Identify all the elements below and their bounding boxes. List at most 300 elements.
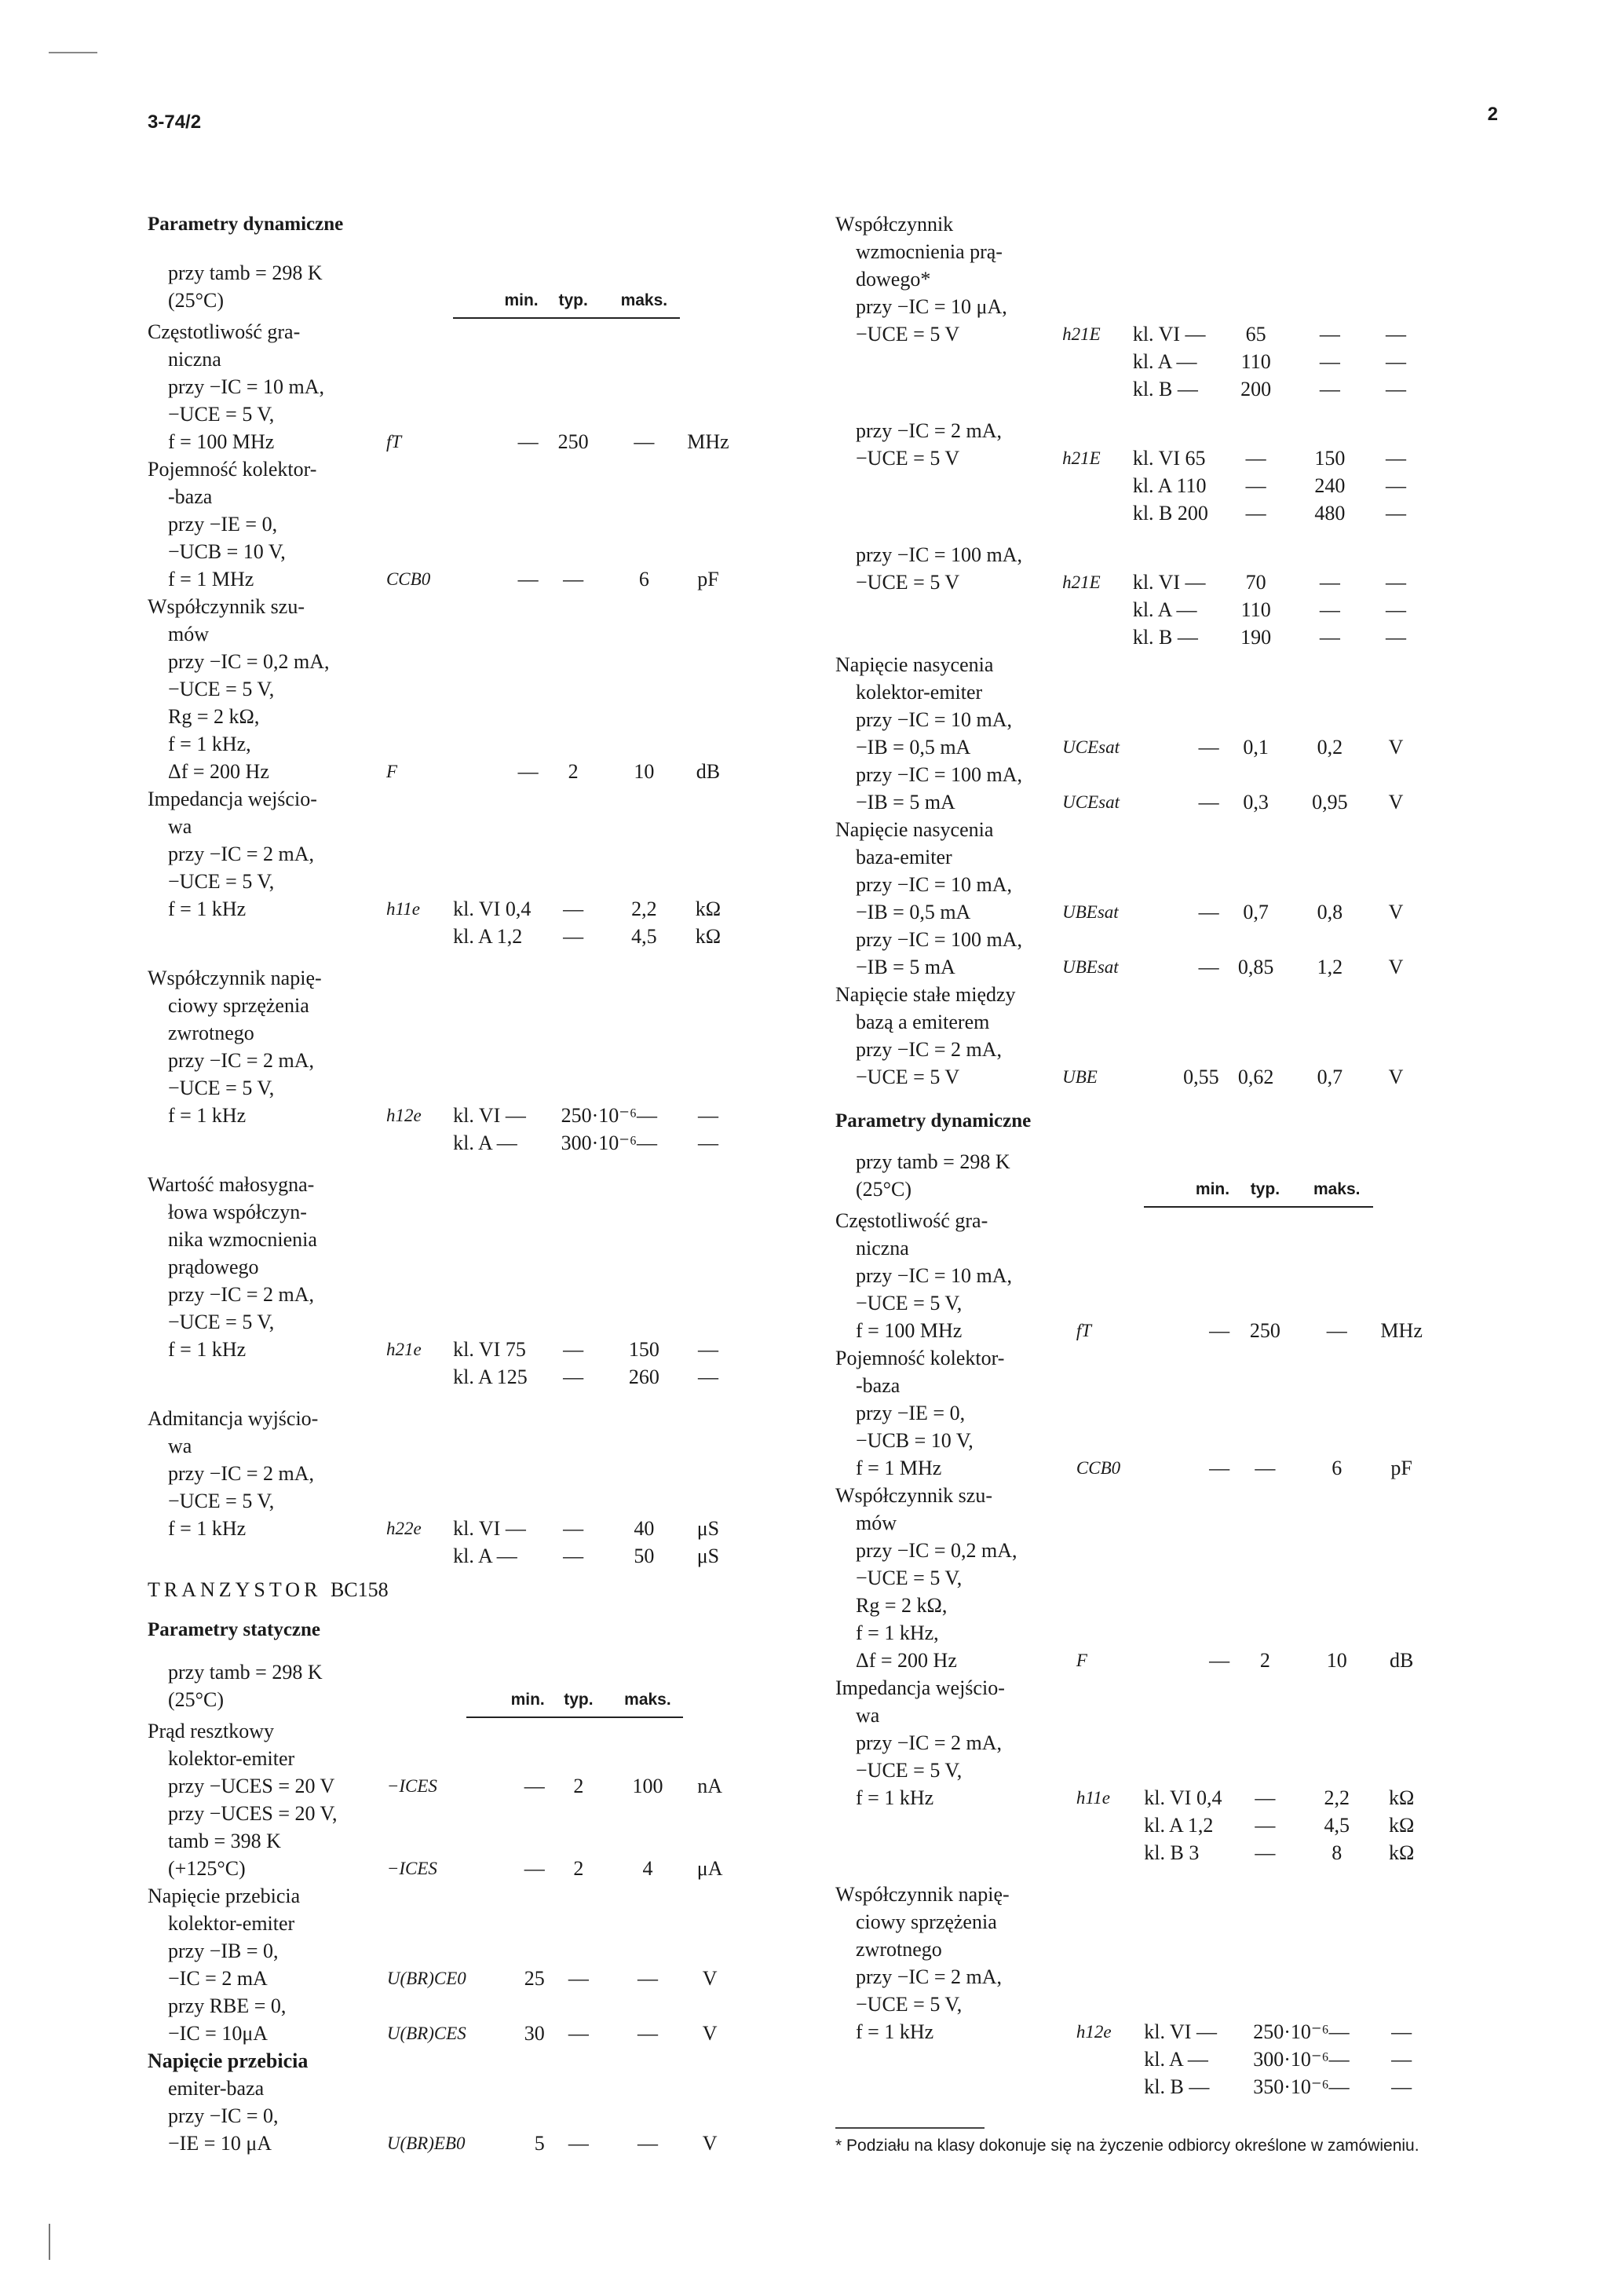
param-name: kolektor-emiter: [168, 1747, 295, 1770]
param-condition: Rg = 2 kΩ,: [168, 705, 260, 728]
section-heading: Parametry dynamiczne: [148, 214, 344, 235]
value-max: 240: [1314, 474, 1346, 497]
param-condition: (+125°C): [168, 1857, 246, 1880]
class-label: kl. VI 0,4: [1144, 1786, 1222, 1809]
param-symbol: h21E: [1062, 572, 1101, 592]
right-static-continued: [835, 210, 1479, 1091]
param-name: Współczynnik: [835, 213, 954, 236]
scan-edge-mark-bottom: [49, 2224, 50, 2260]
col-header-max: maks.: [612, 1686, 683, 1717]
value-max: 480: [1314, 502, 1346, 525]
param-name: Częstotliwość gra-: [835, 1209, 988, 1232]
param-condition: przy −IC = 2 mA,: [168, 1283, 315, 1306]
value-min: 5: [534, 2132, 545, 2155]
value-typ: 0,3: [1243, 791, 1269, 813]
value-max: —: [1319, 350, 1340, 373]
param-name: Pojemność kolektor-: [148, 458, 317, 481]
value-unit: μS: [696, 1517, 720, 1540]
param-condition: przy −IC = 100 mA,: [856, 543, 1023, 566]
param-condition: −UCE = 5 V,: [168, 403, 275, 426]
param-condition: f = 100 MHz: [856, 1319, 963, 1342]
value-unit: dB: [696, 760, 721, 783]
class-label: kl. VI —: [453, 1104, 526, 1127]
param-name: -baza: [168, 485, 213, 508]
footnote-divider: [835, 2127, 985, 2129]
value-min: —: [517, 430, 539, 453]
param-condition: −IC = 2 mA: [168, 1967, 268, 1990]
param-name: ciowy sprzężenia: [168, 994, 309, 1017]
condition: (25°C): [856, 1178, 912, 1201]
param-name: wzmocnienia prą-: [856, 240, 1003, 263]
class-label: kl. VI —: [1132, 323, 1206, 345]
param-symbol: CCB0: [1076, 1458, 1121, 1478]
param-symbol: fT: [1076, 1321, 1092, 1340]
param-condition: przy −IC = 100 mA,: [856, 763, 1023, 786]
param-name: Admitancja wyjścio-: [148, 1407, 319, 1430]
value-max: —: [637, 2132, 658, 2155]
class-label: kl. B 200: [1132, 502, 1208, 525]
param-condition: f = 1 kHz: [168, 1338, 247, 1361]
param-condition: przy −IC = 0,2 mA,: [168, 650, 330, 673]
value-unit: —: [697, 1366, 718, 1388]
param-condition: przy −UCES = 20 V: [168, 1775, 335, 1797]
param-name: niczna: [168, 348, 221, 371]
class-label: kl. VI —: [1132, 571, 1206, 594]
value-min: —: [1198, 956, 1219, 978]
value-unit: —: [1386, 502, 1407, 525]
value-unit: —: [1386, 378, 1407, 400]
value-unit: pF: [697, 568, 719, 590]
value-unit: nA: [697, 1775, 722, 1797]
value-min: —: [1209, 1649, 1230, 1672]
value-typ: 250: [557, 430, 589, 453]
param-name: Pojemność kolektor-: [835, 1347, 1005, 1369]
value-min: —: [1209, 1319, 1230, 1342]
value-unit: μA: [696, 1857, 723, 1880]
condition: przy tamb = 298 K: [168, 1661, 323, 1684]
value-typ: —: [568, 2132, 589, 2155]
param-condition: −UCE = 5 V,: [856, 1993, 963, 2016]
value-typ: —: [1245, 447, 1266, 470]
param-condition: tamb = 398 K: [168, 1830, 281, 1852]
class-label: kl. VI —: [1144, 2020, 1217, 2043]
class-label: kl. VI 75: [453, 1338, 526, 1361]
value-unit: —: [1386, 323, 1407, 345]
param-name: ciowy sprzężenia: [856, 1910, 997, 1933]
value-min: —: [517, 568, 539, 590]
param-condition: przy −IC = 0,2 mA,: [856, 1539, 1017, 1562]
class-label: kl. A 110: [1132, 474, 1207, 497]
value-typ: —: [563, 1338, 584, 1361]
class-label: kl. VI —: [453, 1517, 526, 1540]
param-name: kolektor-emiter: [856, 681, 983, 704]
param-condition: f = 1 MHz: [168, 568, 254, 590]
condition: przy tamb = 298 K: [856, 1150, 1010, 1173]
param-name: niczna: [856, 1237, 909, 1260]
class-label: kl. A 1,2: [453, 925, 523, 948]
param-condition: przy −IC = 10 mA,: [856, 1264, 1013, 1287]
value-min: —: [1209, 1457, 1230, 1479]
value-max: 4,5: [1324, 1814, 1350, 1837]
value-max: 40: [634, 1517, 655, 1540]
param-symbol: F: [1076, 1651, 1087, 1670]
param-condition: −UCB = 10 V,: [856, 1429, 974, 1452]
left-dynamic-section: [148, 214, 784, 1570]
param-condition: −UCE = 5 V,: [168, 1077, 275, 1099]
param-condition: −UCE = 5 V: [856, 447, 960, 470]
value-max: 0,95: [1312, 791, 1348, 813]
param-symbol: U(BR)CE0: [386, 1969, 466, 1988]
param-condition: przy −IC = 2 mA,: [856, 419, 1003, 442]
col-header-typ: typ.: [539, 287, 608, 318]
class-label: kl. B 3: [1144, 1841, 1200, 1864]
param-condition: f = 1 MHz: [856, 1457, 942, 1479]
page-number: 2: [1487, 104, 1498, 125]
value-unit: —: [697, 1338, 718, 1361]
param-symbol: h21E: [1062, 448, 1101, 468]
value-max: 0,8: [1317, 901, 1343, 923]
param-condition: −IB = 0,5 mA: [856, 736, 971, 759]
value-unit: V: [1388, 901, 1404, 923]
value-unit: V: [702, 2132, 718, 2155]
value-min: 30: [524, 2022, 545, 2045]
param-name: nika wzmocnienia: [168, 1228, 317, 1251]
param-condition: −IB = 5 mA: [856, 956, 955, 978]
class-label: kl. A 1,2: [1144, 1814, 1214, 1837]
value-typ: 190: [1240, 626, 1272, 649]
value-unit: V: [1388, 736, 1404, 759]
left-static-section: [148, 1578, 784, 2157]
param-name: Prąd resztkowy: [148, 1720, 275, 1742]
param-name: kolektor-emiter: [168, 1912, 295, 1935]
value-typ: 2: [1259, 1649, 1270, 1672]
value-typ: 110: [1240, 350, 1271, 373]
value-max: —: [697, 1104, 718, 1127]
transistor-title: TRANZYSTOR BC158: [148, 1578, 389, 1601]
param-symbol: fT: [385, 432, 402, 452]
condition: (25°C): [168, 289, 225, 312]
value-typ: —: [568, 2022, 589, 2045]
param-condition: f = 1 kHz: [168, 898, 247, 920]
class-label: kl. A 125: [453, 1366, 528, 1388]
value-max: 10: [1326, 1649, 1347, 1672]
value-typ: —: [563, 1366, 584, 1388]
value-unit: dB: [1389, 1649, 1414, 1672]
value-typ: 0,85: [1237, 956, 1274, 978]
value-min: 25: [524, 1967, 545, 1990]
value-unit: kΩ: [1388, 1786, 1415, 1809]
param-condition: f = 1 kHz: [856, 1786, 934, 1809]
col-header-max: maks.: [608, 287, 680, 318]
dynamic-params-table: [148, 259, 784, 1570]
value-max: —: [1319, 323, 1340, 345]
value-typ: 200: [1240, 378, 1272, 400]
value-unit: MHz: [1380, 1319, 1423, 1342]
value-max: 0,7: [1317, 1066, 1343, 1088]
class-label: kl. A —: [1144, 2048, 1208, 2071]
param-name: emiter-baza: [168, 2077, 265, 2100]
value-max: —: [1319, 598, 1340, 621]
value-typ: 250: [1249, 1319, 1280, 1342]
value-min: —: [1198, 791, 1219, 813]
scan-edge-mark: [49, 52, 97, 53]
value-max: —: [1326, 1319, 1347, 1342]
value-unit: MHz: [687, 430, 729, 453]
value-typ: —: [563, 898, 584, 920]
param-name: zwrotnego: [168, 1022, 254, 1044]
value-unit: V: [1388, 791, 1404, 813]
value-max: 6: [638, 568, 649, 590]
param-condition: −IB = 5 mA: [856, 791, 955, 813]
col-header-max: maks.: [1301, 1175, 1373, 1207]
param-symbol: U(BR)EB0: [386, 2133, 466, 2153]
param-condition: f = 100 MHz: [168, 430, 275, 453]
param-name: mów: [168, 623, 209, 645]
value-typ: —: [563, 1517, 584, 1540]
value-max: 50: [634, 1545, 655, 1567]
param-symbol: h21E: [1062, 324, 1101, 344]
col-header-typ: typ.: [1229, 1175, 1301, 1207]
value-min: —: [524, 1857, 545, 1880]
value-max: 6: [1332, 1457, 1343, 1479]
value-max: 8: [1332, 1841, 1343, 1864]
value-unit: V: [1388, 956, 1404, 978]
value-typ: 300·10⁻⁶—: [1253, 2048, 1350, 2071]
param-condition: f = 1 kHz: [168, 1517, 247, 1540]
class-label: kl. B —: [1144, 2075, 1210, 2098]
param-condition: przy −IB = 0,: [168, 1940, 279, 1962]
param-condition: przy −IE = 0,: [856, 1402, 966, 1424]
param-condition: przy −IC = 2 mA,: [168, 1049, 315, 1072]
param-symbol: F: [385, 762, 398, 781]
param-name: Napięcie nasycenia: [835, 653, 994, 676]
param-condition: −UCE = 5 V,: [856, 1292, 963, 1314]
value-min: —: [517, 760, 539, 783]
param-condition: przy RBE = 0,: [168, 1994, 287, 2017]
param-name: Współczynnik napię-: [835, 1883, 1010, 1906]
value-typ: 0,62: [1237, 1066, 1274, 1088]
param-name: łowa współczyn-: [168, 1201, 307, 1223]
value-max: 2,2: [1324, 1786, 1350, 1809]
condition: przy tamb = 298 K: [168, 261, 323, 284]
value-unit: kΩ: [695, 925, 721, 948]
value-unit: kΩ: [1388, 1814, 1415, 1837]
value-unit: —: [1386, 447, 1407, 470]
value-typ: 0,1: [1243, 736, 1269, 759]
dynamic-params-table: [835, 1148, 1479, 2100]
param-symbol: UBEsat: [1062, 957, 1119, 977]
param-condition: −UCE = 5 V,: [168, 870, 275, 893]
value-typ: —: [1255, 1457, 1276, 1479]
value-typ: —: [563, 1545, 584, 1567]
value-typ: —: [1245, 474, 1266, 497]
param-condition: −UCE = 5 V,: [856, 1567, 963, 1589]
param-name: Częstotliwość gra-: [148, 320, 301, 343]
param-name: Współczynnik napię-: [148, 967, 322, 989]
value-unit: μS: [696, 1545, 720, 1567]
value-unit: —: [1386, 626, 1407, 649]
value-unit: —: [1386, 598, 1407, 621]
value-max: 2,2: [631, 898, 657, 920]
param-name: wa: [856, 1704, 880, 1727]
value-max: —: [1391, 2020, 1412, 2043]
class-label: kl. A —: [1132, 350, 1197, 373]
value-max: 260: [628, 1366, 659, 1388]
param-name: -baza: [856, 1374, 901, 1397]
value-max: 10: [634, 760, 655, 783]
value-max: —: [1319, 571, 1340, 594]
param-condition: przy −IE = 0,: [168, 513, 278, 536]
col-header-typ: typ.: [545, 1686, 612, 1717]
param-symbol: UBEsat: [1062, 902, 1119, 922]
value-unit: —: [1386, 474, 1407, 497]
param-symbol: U(BR)CES: [386, 2024, 466, 2043]
param-name: Napięcie nasycenia: [835, 818, 994, 841]
param-symbol: UCEsat: [1062, 737, 1120, 757]
value-typ: 65: [1245, 323, 1266, 345]
class-label: kl. VI 65: [1132, 447, 1206, 470]
col-header-min: min.: [453, 287, 538, 318]
value-typ: 2: [573, 1775, 584, 1797]
right-dynamic-section: [835, 1110, 1479, 2157]
param-symbol: h11e: [1076, 1788, 1110, 1808]
section-heading: Parametry dynamiczne: [835, 1110, 1032, 1132]
param-condition: −IC = 10μA: [168, 2022, 269, 2045]
param-name: Napięcie stałe między: [835, 983, 1016, 1006]
param-name: wa: [168, 815, 192, 838]
param-condition: przy −IC = 10 μA,: [856, 295, 1007, 318]
value-min: —: [1198, 901, 1219, 923]
section-heading: Parametry statyczne: [148, 1619, 321, 1640]
param-condition: Rg = 2 kΩ,: [856, 1594, 948, 1617]
param-condition: przy −IC = 0,: [168, 2104, 279, 2127]
value-min: 0,55: [1183, 1066, 1219, 1088]
param-symbol: h12e: [385, 1106, 422, 1125]
value-unit: kΩ: [695, 898, 721, 920]
param-condition: f = 1 kHz: [856, 2020, 934, 2043]
param-symbol: −ICES: [386, 1859, 437, 1878]
param-name: dowego*: [856, 268, 931, 291]
value-max: 150: [628, 1338, 659, 1361]
value-typ: 110: [1240, 598, 1271, 621]
param-name: Impedancja wejścio-: [148, 788, 317, 810]
value-typ: 350·10⁻⁶—: [1253, 2075, 1350, 2098]
value-unit: —: [1386, 350, 1407, 373]
value-unit: kΩ: [1388, 1841, 1415, 1864]
value-unit: —: [1386, 571, 1407, 594]
param-condition: f = 1 kHz,: [856, 1621, 939, 1644]
param-condition: −UCE = 5 V,: [168, 678, 275, 700]
param-condition: przy −IC = 10 mA,: [168, 375, 325, 398]
param-condition: przy −IC = 2 mA,: [856, 1731, 1003, 1754]
param-name: Współczynnik szu-: [835, 1484, 993, 1507]
value-typ: —: [1255, 1841, 1276, 1864]
static-params-table: [148, 1658, 784, 2157]
value-max: —: [1319, 378, 1340, 400]
param-condition: f = 1 kHz: [168, 1104, 247, 1127]
param-condition: przy −IC = 2 mA,: [856, 1038, 1003, 1061]
doc-code: 3-74/2: [148, 112, 202, 133]
class-label: kl. B —: [1132, 378, 1198, 400]
value-max: —: [697, 1132, 718, 1154]
value-typ: 2: [573, 1857, 584, 1880]
value-max: 150: [1314, 447, 1346, 470]
param-condition: f = 1 kHz,: [168, 733, 251, 755]
value-typ: 2: [568, 760, 579, 783]
class-label: kl. VI 0,4: [453, 898, 532, 920]
value-typ: —: [1245, 502, 1266, 525]
param-symbol: UCEsat: [1062, 792, 1120, 812]
param-name: baza-emiter: [856, 846, 952, 868]
param-condition: −UCE = 5 V: [856, 571, 960, 594]
param-name: Współczynnik szu-: [148, 595, 305, 618]
class-label: kl. A —: [1132, 598, 1197, 621]
footnote: * Podziału na klasy dokonuje się na życzenie odbiorcy określone w zamówieniu.: [835, 2137, 1419, 2155]
param-name: bazą a emiterem: [856, 1011, 990, 1033]
value-typ: —: [1255, 1786, 1276, 1809]
param-name: Impedancja wejścio-: [835, 1676, 1005, 1699]
param-condition: −UCE = 5 V: [856, 323, 960, 345]
param-condition: −IE = 10 μA: [168, 2132, 272, 2155]
col-header-min: min.: [1144, 1175, 1229, 1207]
param-name: wa: [168, 1435, 192, 1457]
value-max: 100: [632, 1775, 663, 1797]
value-typ: 0,7: [1243, 901, 1269, 923]
param-symbol: UBE: [1062, 1067, 1098, 1087]
param-symbol: h21e: [385, 1340, 422, 1359]
param-condition: Δf = 200 Hz: [856, 1649, 957, 1672]
value-min: —: [524, 1775, 545, 1797]
value-typ: 250·10⁻⁶—: [1253, 2020, 1350, 2043]
param-name: Napięcie przebicia: [148, 2049, 309, 2072]
param-condition: przy −IC = 10 mA,: [856, 708, 1013, 731]
class-label: kl. A —: [453, 1545, 517, 1567]
param-condition: −UCE = 5 V,: [168, 1490, 275, 1512]
param-condition: −UCE = 5 V,: [168, 1311, 275, 1333]
param-condition: przy −IC = 2 mA,: [856, 1965, 1003, 1988]
param-symbol: h12e: [1076, 2022, 1112, 2042]
value-typ: —: [1255, 1814, 1276, 1837]
class-label: kl. A —: [453, 1132, 517, 1154]
param-condition: −IB = 0,5 mA: [856, 901, 971, 923]
param-name: prądowego: [168, 1256, 259, 1278]
param-name: Napięcie przebicia: [148, 1885, 301, 1907]
value-max: —: [1391, 2048, 1412, 2071]
param-condition: Δf = 200 Hz: [168, 760, 269, 783]
param-name: zwrotnego: [856, 1938, 942, 1961]
value-max: —: [637, 2022, 658, 2045]
param-condition: przy −IC = 10 mA,: [856, 873, 1013, 896]
value-typ: —: [563, 568, 584, 590]
value-max: 1,2: [1317, 956, 1343, 978]
param-name: mów: [856, 1512, 897, 1534]
value-max: 4: [642, 1857, 653, 1880]
param-condition: −UCB = 10 V,: [168, 540, 286, 563]
value-typ: 300·10⁻⁶—: [561, 1132, 658, 1154]
value-typ: —: [563, 925, 584, 948]
condition: (25°C): [168, 1688, 225, 1711]
value-max: 4,5: [631, 925, 657, 948]
param-symbol: CCB0: [385, 569, 431, 589]
param-condition: −UCE = 5 V: [856, 1066, 960, 1088]
value-typ: —: [568, 1967, 589, 1990]
value-typ: 250·10⁻⁶—: [561, 1104, 658, 1127]
col-header-min: min.: [466, 1686, 545, 1717]
class-label: kl. B —: [1132, 626, 1198, 649]
value-typ: 70: [1245, 571, 1266, 594]
value-unit: V: [702, 2022, 718, 2045]
value-unit: pF: [1390, 1457, 1412, 1479]
